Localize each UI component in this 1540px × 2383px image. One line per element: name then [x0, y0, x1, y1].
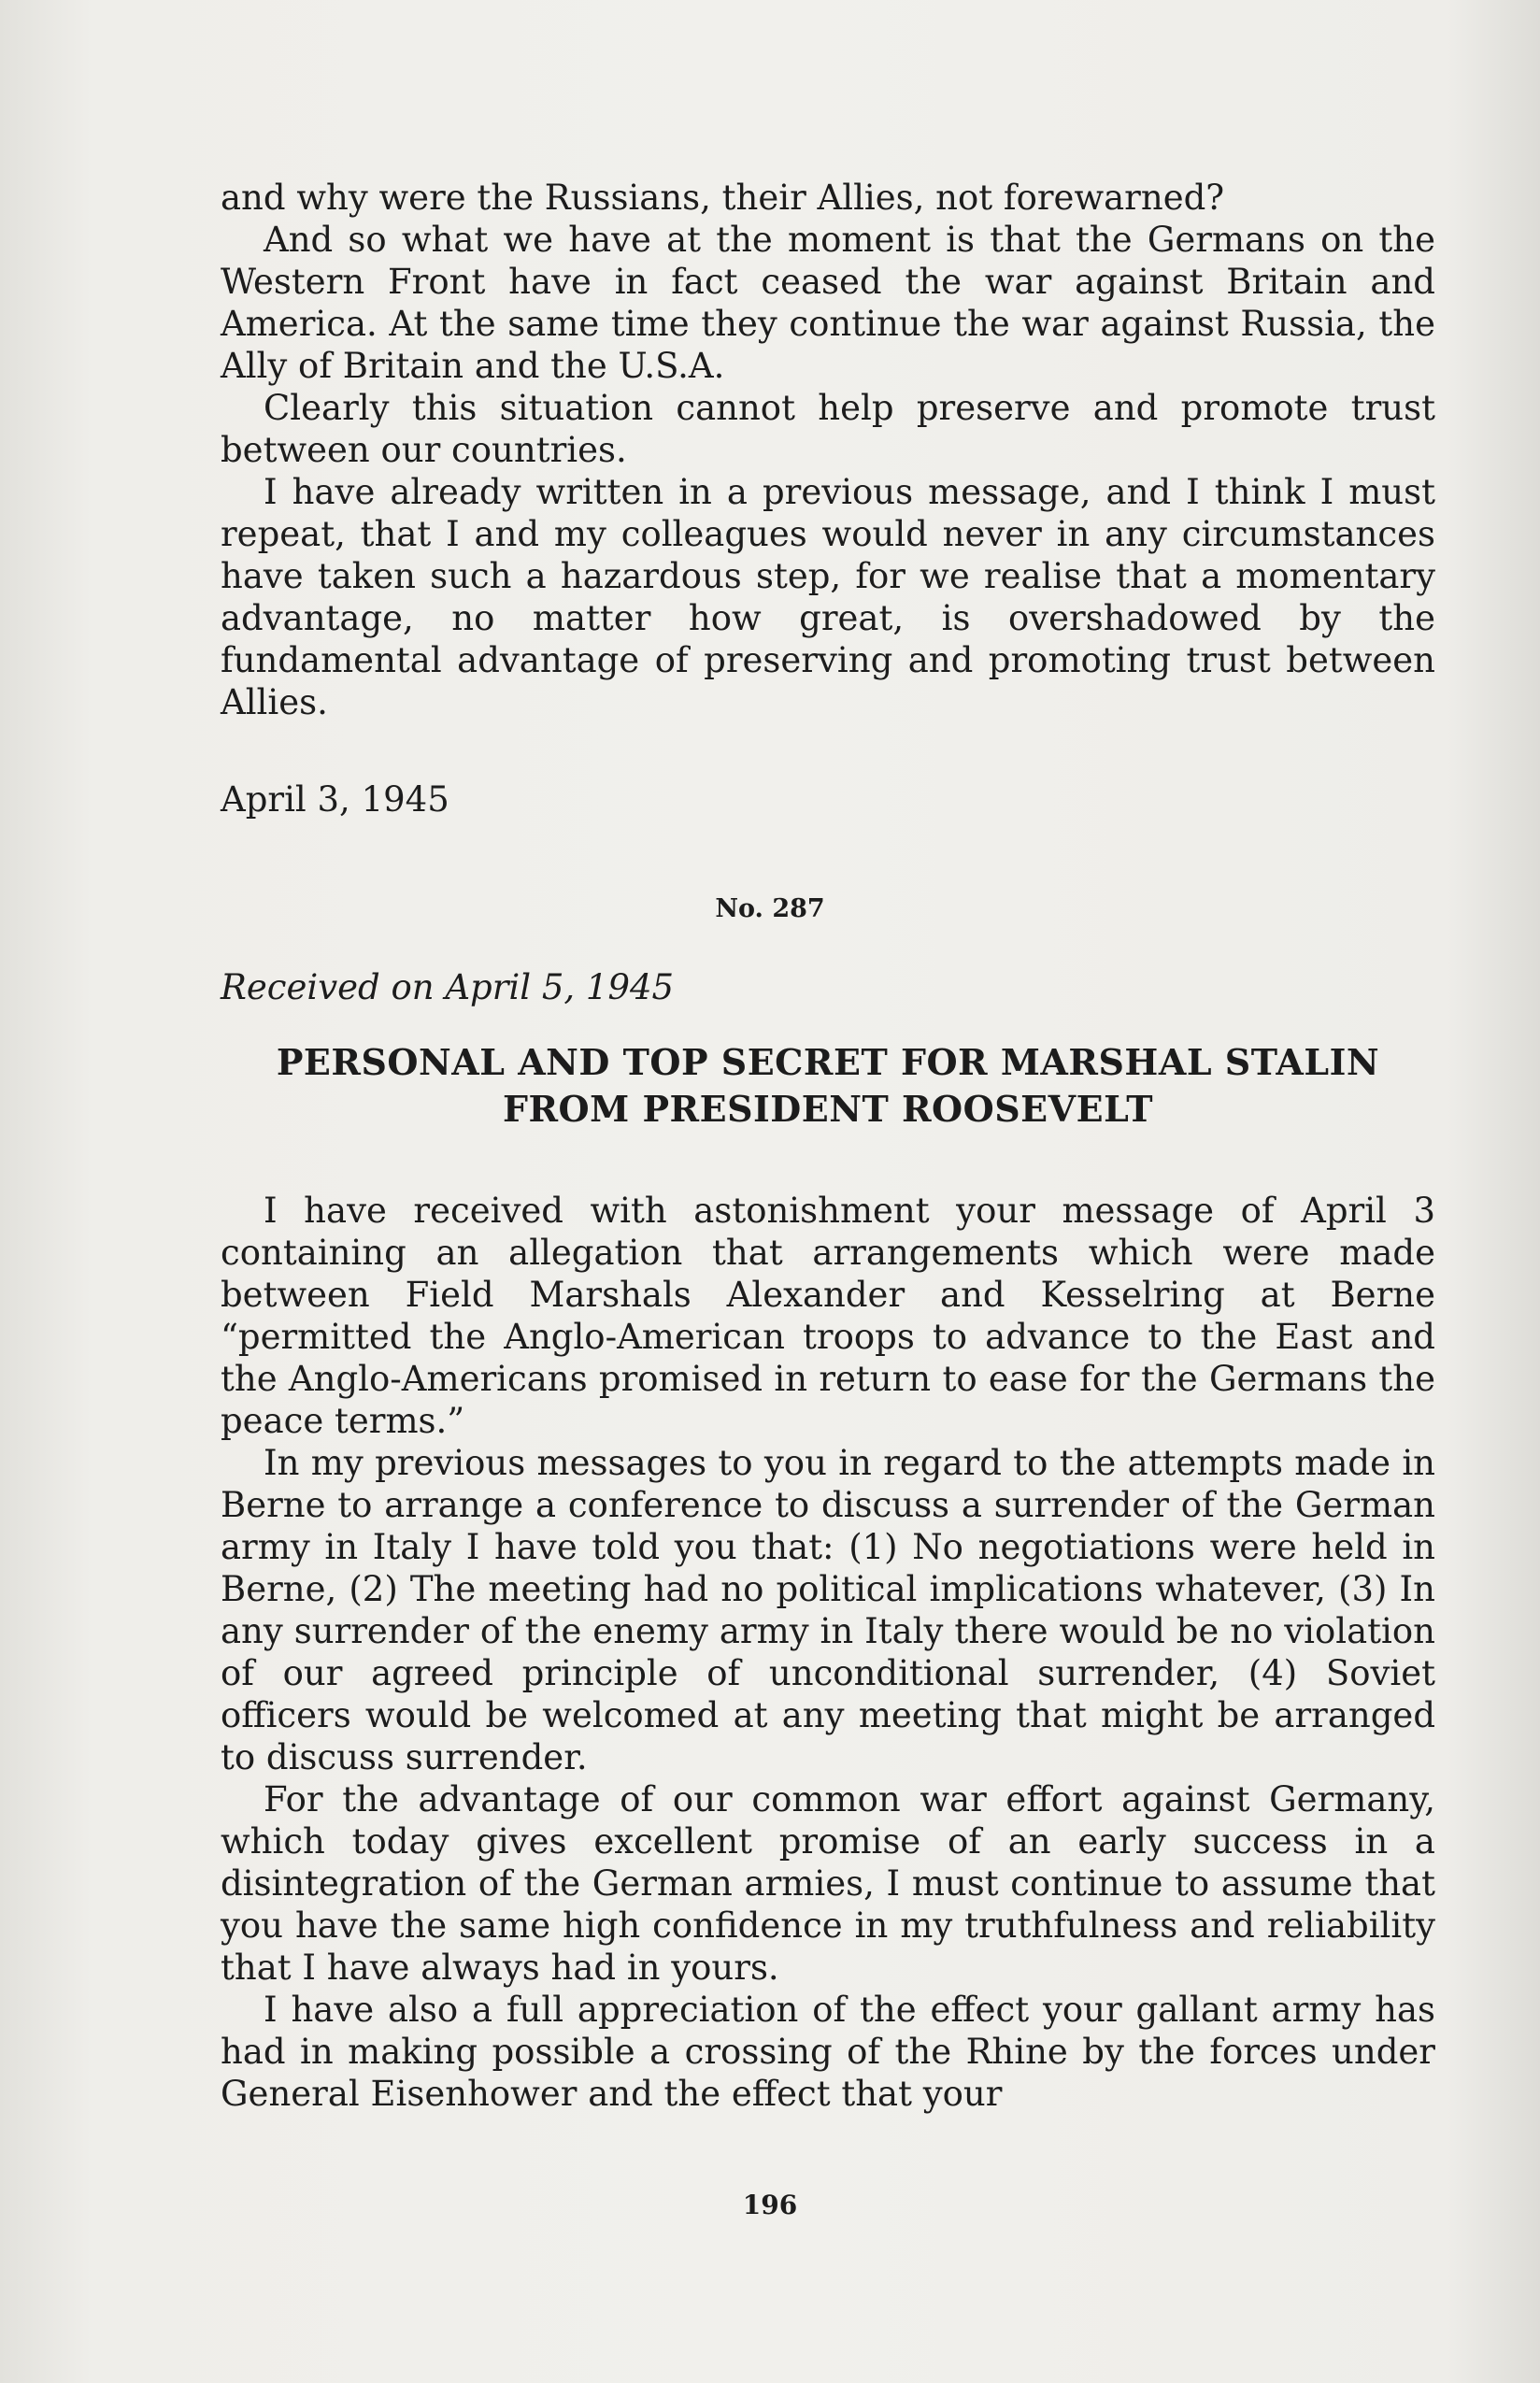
paragraph: And so what we have at the moment is that the Germans on the Western Front have in fact ceased the war against Britain and America. At the same time they continue the war against Russia, the Ally of Britain and the U.S.A.: [221, 220, 1435, 386]
paragraph-continued: and why were the Russians, their Allies, not forewarned?: [221, 178, 1225, 218]
top-text-block: [221, 177, 1435, 723]
paragraph: In my previous messages to you in regard to the attempts made in Berne to arrange a conference to discuss a surrender of the German army in Italy I have told you that: (1) No negotiations were held in Berne, (2) The meeting had no political implications whatever, (3) In any surrender of the enemy army in Italy there would be no violation of our agreed principle of unconditional surrender, (4) Soviet officers would be welcomed at any meeting that might be arranged to discuss surrender.: [221, 1443, 1435, 1777]
letter-date: April 3, 1945: [221, 779, 449, 820]
paragraph: I have received with astonishment your message of April 3 containing an allegation that arrangements which were made between Field Marshals Alexander and Kesselring at Berne “permitted the Anglo-American troops to advance to the East and the Anglo-Americans promised in return to ease for the Germans the peace terms.”: [221, 1191, 1435, 1441]
paragraph: For the advantage of our common war effort against Germany, which today gives excellent promise of an early success in a disintegration of the German armies, I must continue to assume that you have the same high confidence in my truthfulness and reliability that I have always had in yours.: [221, 1779, 1435, 1988]
received-date: Received on April 5, 1945: [221, 967, 675, 1007]
paragraph: I have already written in a previous message, and I think I must repeat, that I and my colleagues would never in any circumstances have taken such a hazardous step, for we realise that a momentary advantage, no matter how great, is overshadowed by the fundamental advantage of preserving and promoting trust between Allies.: [221, 472, 1435, 722]
heading-line-2: FROM PRESIDENT ROOSEVELT: [503, 1088, 1153, 1130]
body-text-block: [221, 1190, 1435, 2115]
paragraph: Clearly this situation cannot help preserve and promote trust between our countries.: [221, 388, 1435, 470]
page-number: 196: [742, 2190, 798, 2220]
document-number: No. 287: [715, 894, 825, 923]
heading-line-1: PERSONAL AND TOP SECRET FOR MARSHAL STALIN: [276, 1041, 1380, 1083]
message-heading: [221, 1039, 1435, 1133]
paragraph: I have also a full appreciation of the effect your gallant army has had in making possible a crossing of the Rhine by the forces under General Eisenhower and the effect that your: [221, 1990, 1435, 2114]
